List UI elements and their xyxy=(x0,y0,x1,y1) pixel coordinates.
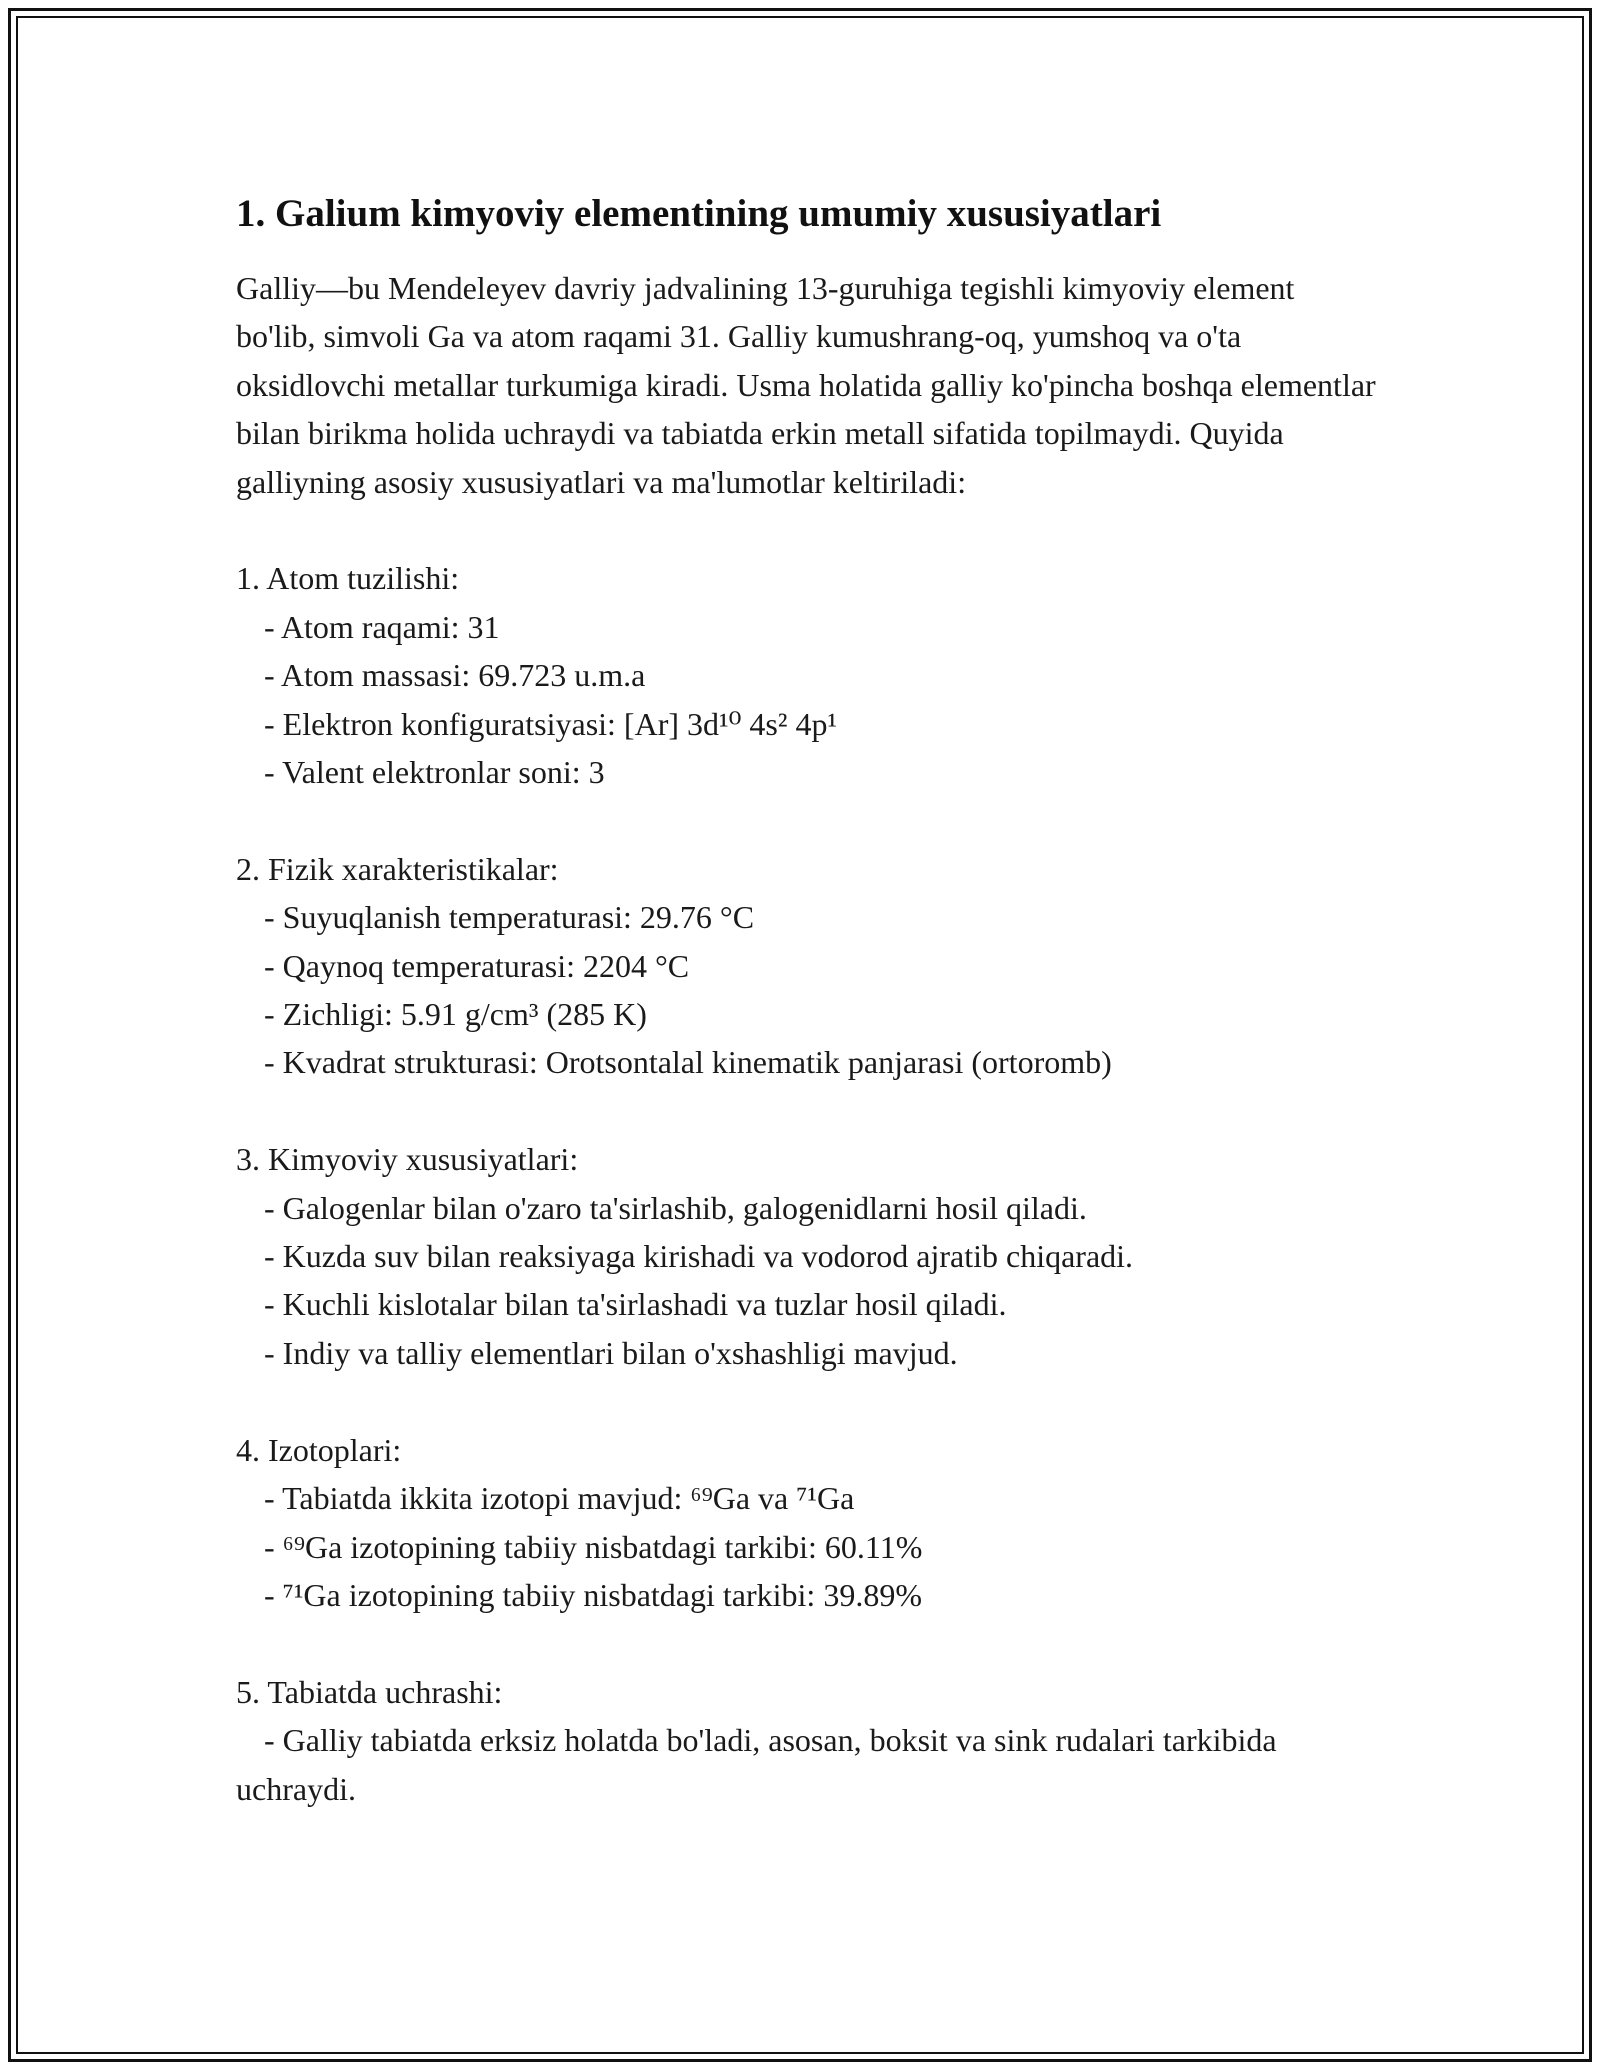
section-physical-properties xyxy=(236,845,1376,1087)
list-item: - ⁷¹Ga izotopining tabiiy nisbatdagi tarkibi: 39.89% xyxy=(264,1576,922,1613)
intro-paragraph: Galliy—bu Mendeleyev davriy jadvalining 13-guruhiga tegishli kimyoviy element bo'lib, simvoli Ga va atom raqami 31. Galliy kumushrang-oq, yumshoq va o'ta oksidlovchi metallar turkumiga kiradi. Usma holatida galliy ko'pincha boshqa elementlar bilan birikma holida uchraydi va tabiatda erkin metall sifatida topilmaydi. Quyida galliyning asosiy xususiyatlari va ma'lumotlar keltiriladi: xyxy=(236,270,1376,500)
list-item: - Indiy va talliy elementlari bilan o'xshashligi mavjud. xyxy=(264,1334,958,1371)
list-item: - Kuzda suv bilan reaksiyaga kirishadi va vodorod ajratib chiqaradi. xyxy=(264,1238,1134,1275)
list-item: - Suyuqlanish temperaturasi: 29.76 °C xyxy=(264,899,755,936)
list-item: - Valent elektronlar soni: 3 xyxy=(264,754,605,791)
section-occurrence xyxy=(236,1668,1376,1813)
section-chemical-properties xyxy=(236,1135,1376,1377)
list-item: - Kvadrat strukturasi: Orotsontalal kinematik panjarasi (ortoromb) xyxy=(264,1044,1112,1081)
section-title: 1. Atom tuzilishi: xyxy=(236,560,460,597)
section-isotopes xyxy=(236,1426,1376,1620)
section-title: 4. Izotoplari: xyxy=(236,1431,402,1468)
section-title: 3. Kimyoviy xususiyatlari: xyxy=(236,1141,579,1178)
list-item: - Zichligi: 5.91 g/cm³ (285 K) xyxy=(264,996,647,1033)
section-atom-structure xyxy=(236,554,1376,796)
list-item: - Galliy tabiatda erksiz holatda bo'ladi, asosan, boksit va sink rudalari tarkibida uchraydi. xyxy=(236,1722,1277,1807)
list-item: - Tabiatda ikkita izotopi mavjud: ⁶⁹Ga va ⁷¹Ga xyxy=(264,1480,855,1517)
section-title: 2. Fizik xarakteristikalar: xyxy=(236,850,559,887)
list-item: - Elektron konfiguratsiyasi: [Ar] 3d¹⁰ 4s² 4p¹ xyxy=(264,705,838,742)
list-item: - Qaynoq temperaturasi: 2204 °C xyxy=(264,947,690,984)
list-item: - Atom raqami: 31 xyxy=(264,608,500,645)
document-title: 1. Galium kimyoviy elementining umumiy xususiyatlari xyxy=(236,192,1162,235)
document-body xyxy=(236,184,1376,1813)
list-item: - ⁶⁹Ga izotopining tabiiy nisbatdagi tarkibi: 60.11% xyxy=(264,1528,923,1565)
list-item: - Kuchli kislotalar bilan ta'sirlashadi va tuzlar hosil qiladi. xyxy=(264,1286,1007,1323)
list-item: - Galogenlar bilan o'zaro ta'sirlashib, galogenidlarni hosil qiladi. xyxy=(264,1189,1087,1226)
section-title: 5. Tabiatda uchrashi: xyxy=(236,1673,503,1710)
list-item: - Atom massasi: 69.723 u.m.a xyxy=(264,657,646,694)
